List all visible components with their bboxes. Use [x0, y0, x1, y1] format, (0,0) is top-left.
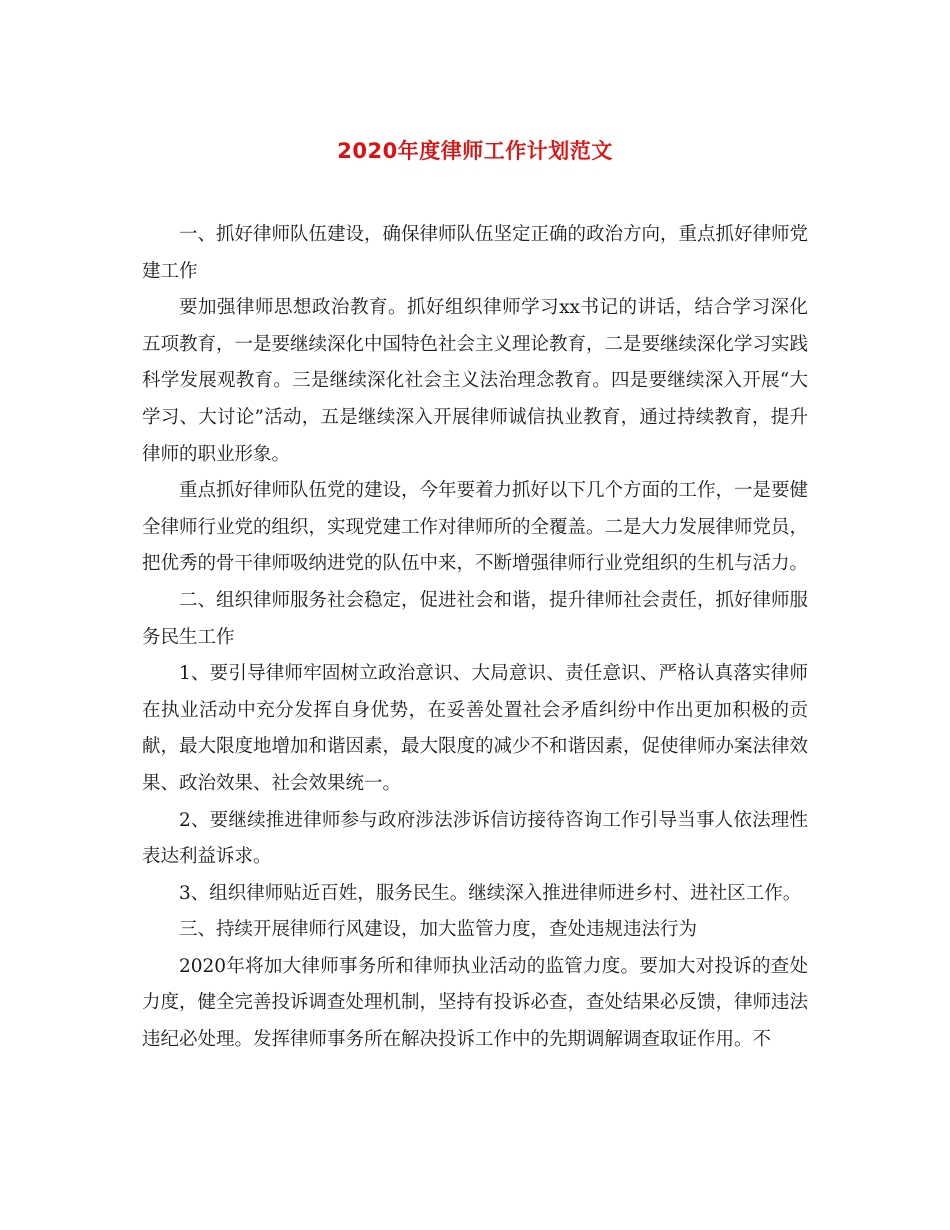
paragraph: 1、要引导律师牢固树立政治意识、大局意识、责任意识、严格认真落实律师在执业活动中充分发挥自身优势，在妥善处置社会矛盾纠纷中作出更加积极的贡献，最大限度地增加和谐因素，最大限度的减少不和谐因素，促使律师办案法律效果、政治效果、社会效果统一。: [142, 663, 809, 794]
section-heading-3: 三、持续开展律师行风建设，加大监管力度，查处违规违法行为: [179, 919, 698, 941]
paragraph: 重点抓好律师队伍党的建设，今年要着力抓好以下几个方面的工作，一是要健全律师行业党的组织，实现党建工作对律师所的全覆盖。二是大力发展律师党员，把优秀的骨干律师吸纳进党的队伍中来，不断增强律师行业党组织的生机与活力。: [142, 480, 809, 575]
section-heading-1: 一、抓好律师队伍建设，确保律师队伍坚定正确的政治方向，重点抓好律师党建工作: [142, 224, 809, 282]
document-body: [142, 217, 808, 1059]
paragraph: 2、要继续推进律师参与政府涉法涉诉信访接待咨询工作引导当事人依法理性表达利益诉求。: [142, 809, 808, 868]
paragraph: 要加强律师思想政治教育。抓好组织律师学习xx书记的讲话，结合学习深化五项教育，一是要继续深化中国特色社会主义理论教育，二是要继续深化学习实践科学发展观教育。三是继续深化社会主义法治理念教育。四是要继续深入开展“大学习、大讨论”活动，五是继续深入开展律师诚信执业教育，通过持续教育，提升律师的职业形象。: [142, 297, 809, 465]
document-title: 2020年度律师工作计划范文: [337, 139, 613, 163]
section-heading-2: 二、组织律师服务社会稳定，促进社会和谐，提升律师社会责任，抓好律师服务民生工作: [142, 589, 809, 648]
paragraph: 2020年将加大律师事务所和律师执业活动的监管力度。要加大对投诉的查处力度，健全完善投诉调查处理机制，坚持有投诉必查，查处结果必反馈，律师违法违纪必处理。发挥律师事务所在解决投诉工作中的先期调解调查取证作用。不: [142, 955, 809, 1051]
paragraph: 3、组织律师贴近百姓，服务民生。继续深入推进律师进乡村、进社区工作。: [179, 882, 802, 904]
